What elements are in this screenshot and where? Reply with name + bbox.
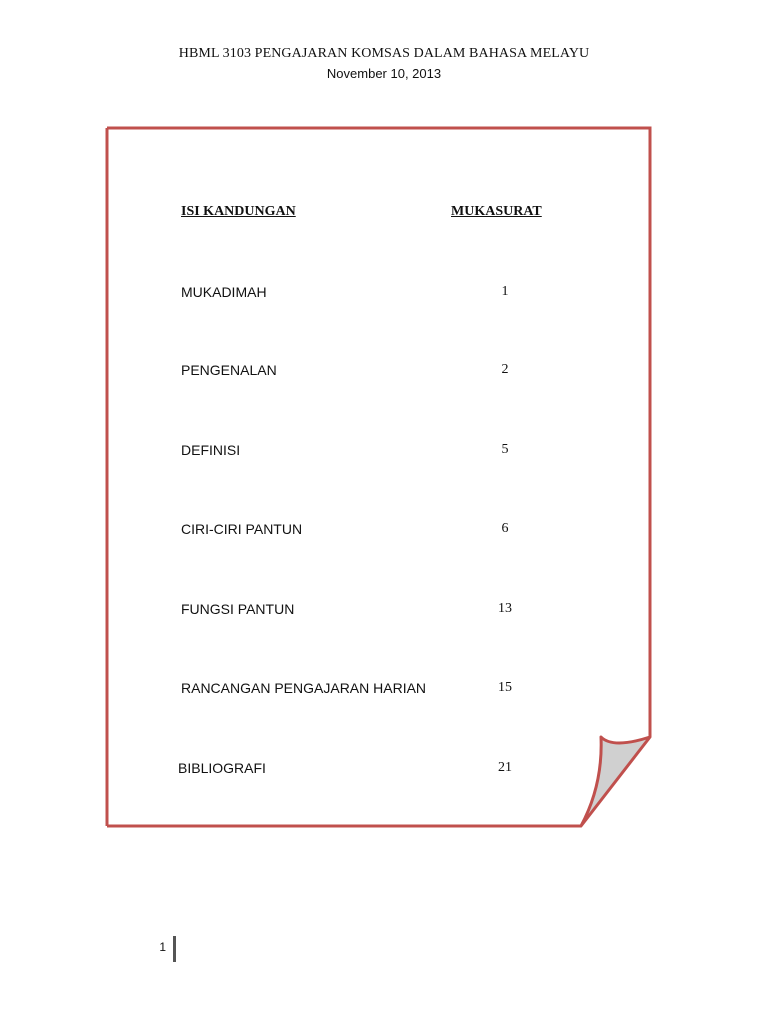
header-title: HBML 3103 PENGAJARAN KOMSAS DALAM BAHASA MELAYU <box>178 46 590 61</box>
toc-item <box>0 282 768 302</box>
toc-item-page: 6 <box>501 521 509 536</box>
toc-item-label: PENGENALAN <box>181 362 277 378</box>
toc-item-page: 13 <box>498 601 512 616</box>
toc-item-label: BIBLIOGRAFI <box>178 760 266 776</box>
toc-item <box>0 678 768 698</box>
toc-heading-label: ISI KANDUNGAN <box>181 204 296 219</box>
toc-item <box>0 519 768 539</box>
toc-heading-row <box>0 202 768 222</box>
toc-item <box>0 599 768 619</box>
toc-item-label: CIRI-CIRI PANTUN <box>181 521 303 537</box>
frame-border <box>107 128 650 826</box>
toc-item <box>0 440 768 460</box>
footer-page-number <box>140 936 180 962</box>
toc-item-label: MUKADIMAH <box>181 284 267 300</box>
toc-item-page: 2 <box>501 362 509 377</box>
footer-page-number-text: 1 <box>159 940 166 954</box>
toc-heading-page: MUKASURAT <box>451 204 542 219</box>
document-header <box>0 44 768 84</box>
toc-item-page: 21 <box>498 760 512 775</box>
toc-item-page: 5 <box>501 442 509 457</box>
toc-item <box>0 758 768 778</box>
toc-item <box>0 360 768 380</box>
toc-item-page: 1 <box>501 284 509 299</box>
toc-item-page: 15 <box>498 680 512 695</box>
footer-divider <box>173 936 176 962</box>
header-date: November 10, 2013 <box>326 66 442 81</box>
toc-item-label: DEFINISI <box>181 442 241 458</box>
toc-item-label: FUNGSI PANTUN <box>181 601 295 617</box>
page-curl-icon <box>581 737 650 826</box>
toc-item-label: RANCANGAN PENGAJARAN HARIAN <box>181 680 427 696</box>
